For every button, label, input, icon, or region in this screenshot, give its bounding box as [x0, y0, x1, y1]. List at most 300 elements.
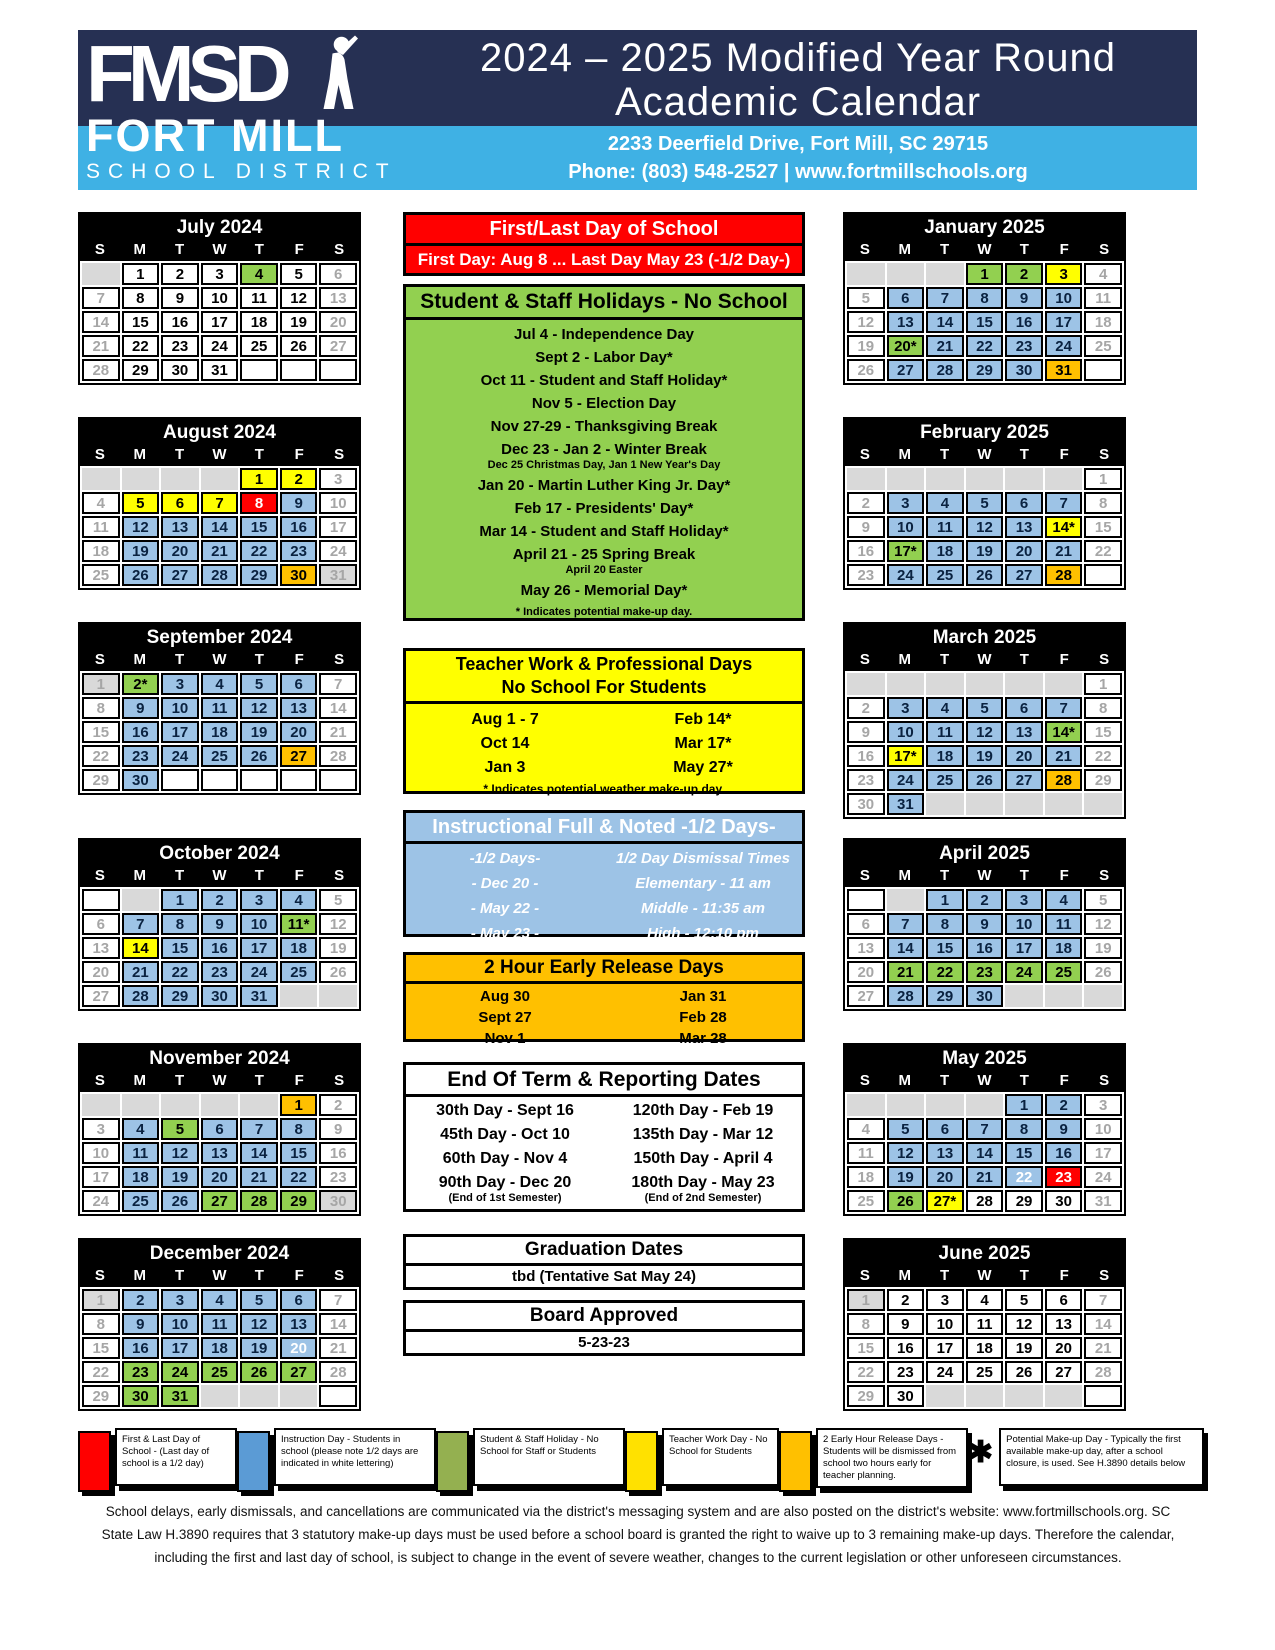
day-cell: 26 [966, 769, 1004, 791]
dismissal-time-entry: Elementary - 11 am [635, 875, 771, 892]
day-cell: 22 [161, 961, 199, 983]
day-cell: 28 [1045, 564, 1083, 586]
day-cell: 28 [240, 1190, 278, 1212]
month-title: May 2025 [942, 1048, 1027, 1069]
weekday-letter: M [898, 1267, 912, 1284]
day-cell: 13 [161, 516, 199, 538]
term-date-main: 30th Day - Sept 16 [436, 1102, 574, 1119]
weekday-letter: F [1059, 867, 1069, 884]
day-cell: 22 [122, 335, 160, 357]
day-cell: 22 [82, 1361, 120, 1383]
month-grid [845, 261, 1124, 383]
day-cell: 3 [201, 263, 239, 285]
weekday-header-row [845, 241, 1124, 261]
empty-cell [887, 673, 925, 695]
weekday-letter: F [1059, 446, 1069, 463]
day-cell: 19 [887, 1166, 925, 1188]
empty-cell [1084, 564, 1122, 586]
holiday-item-note: April 20 Easter [565, 564, 643, 576]
day-cell: 18 [82, 540, 120, 562]
holiday-item-note: Dec 25 Christmas Day, Jan 1 New Year's Day [487, 459, 721, 471]
teacher-day: Mar 17* [674, 735, 732, 752]
day-cell: 8 [161, 913, 199, 935]
day-cell: 31 [1084, 1190, 1122, 1212]
weekday-letter: T [254, 241, 264, 258]
day-cell: 21 [1045, 540, 1083, 562]
day-cell: 20 [280, 1337, 318, 1359]
early-release-grid [406, 986, 802, 1049]
district-logo [86, 29, 406, 184]
empty-cell [201, 769, 239, 791]
empty-cell [82, 468, 120, 490]
empty-cell [1005, 468, 1043, 490]
empty-cell [161, 769, 199, 791]
holiday-item: Dec 23 - Jan 2 - Winter Break [501, 441, 707, 458]
day-cell: 29 [1005, 1190, 1043, 1212]
weekday-letter: S [1099, 867, 1110, 884]
day-cell: 10 [1084, 1118, 1122, 1140]
day-cell: 15 [82, 721, 120, 743]
day-cell: 19 [240, 1337, 278, 1359]
weekday-letter: M [898, 867, 912, 884]
month-september-2024 [78, 622, 361, 795]
makeup-asterisk-icon: ✱ [968, 1436, 994, 1469]
day-cell: 19 [122, 540, 160, 562]
term-date-entry [604, 1171, 802, 1204]
legend-label: Student & Staff Holiday - No School for Staff or Students [473, 1428, 625, 1486]
day-cell: 13 [887, 311, 925, 333]
weekday-letter: W [212, 241, 227, 258]
legend-item [779, 1428, 968, 1492]
day-cell: 8 [966, 287, 1004, 309]
day-cell: 25 [926, 564, 964, 586]
day-cell: 21 [240, 1166, 278, 1188]
day-cell: 12 [1005, 1313, 1043, 1335]
day-cell: 12 [319, 913, 357, 935]
day-cell: 31 [201, 359, 239, 381]
day-cell: 23 [319, 1166, 357, 1188]
day-cell: 2 [847, 492, 885, 514]
early-release-date: Nov 1 [484, 1030, 526, 1047]
day-cell: 11 [201, 697, 239, 719]
day-cell: 23 [122, 1361, 160, 1383]
day-cell: 11 [847, 1142, 885, 1164]
month-grid [845, 887, 1124, 1009]
day-cell: 21 [887, 961, 925, 983]
weekday-letter: F [1059, 1267, 1069, 1284]
month-june-2025 [843, 1238, 1126, 1411]
teacher-work-header-line1: Teacher Work & Professional Days [455, 654, 753, 674]
teacher-day: Feb 14* [674, 711, 732, 728]
day-cell: 2 [1005, 263, 1043, 285]
day-cell: 13 [1045, 1313, 1083, 1335]
month-title: August 2024 [163, 422, 276, 443]
day-cell: 22 [1084, 540, 1122, 562]
weekday-letter: F [294, 446, 304, 463]
early-release-box [403, 952, 805, 1047]
month-title: December 2024 [149, 1243, 290, 1264]
weekday-letter: W [977, 1072, 992, 1089]
day-cell: 27 [887, 359, 925, 381]
weekday-letter: S [94, 867, 105, 884]
day-cell: 19 [161, 1166, 199, 1188]
day-cell: 27 [201, 1190, 239, 1212]
page-title-line2: Academic Calendar [614, 80, 982, 124]
day-cell: 15 [280, 1142, 318, 1164]
day-cell: 10 [1005, 913, 1043, 935]
month-august-2024 [78, 417, 361, 590]
day-cell: 2 [1045, 1094, 1083, 1116]
day-cell: 7 [1045, 697, 1083, 719]
day-cell: 19 [966, 745, 1004, 767]
empty-cell [966, 468, 1004, 490]
day-cell: 3 [1005, 889, 1043, 911]
day-cell: 3 [161, 673, 199, 695]
graduation-body: tbd (Tentative Sat May 24) [512, 1268, 696, 1285]
day-cell: 12 [1084, 913, 1122, 935]
day-cell: 21 [319, 721, 357, 743]
day-cell: 14 [122, 937, 160, 959]
early-release-date: Mar 28 [679, 1030, 727, 1047]
day-cell: 28 [319, 745, 357, 767]
month-grid [845, 1092, 1124, 1214]
day-cell: 11 [82, 516, 120, 538]
day-cell: 19 [847, 335, 885, 357]
day-cell: 28 [201, 564, 239, 586]
day-cell: 16 [161, 311, 199, 333]
month-may-2025 [843, 1043, 1126, 1216]
day-cell: 18 [201, 1337, 239, 1359]
day-cell: 3 [1045, 263, 1083, 285]
day-cell: 23 [280, 540, 318, 562]
day-cell: 26 [1005, 1361, 1043, 1383]
term-date-entry [406, 1123, 604, 1147]
logo-name: FORT MILL [86, 110, 344, 161]
month-title: April 2025 [939, 843, 1030, 864]
term-dates-box [403, 1062, 805, 1212]
weekday-header-row [845, 1072, 1124, 1092]
empty-cell [847, 468, 885, 490]
legend-row [78, 1428, 1197, 1492]
weekday-letter: M [133, 241, 147, 258]
weekday-letter: S [859, 1267, 870, 1284]
weekday-letter: T [940, 867, 950, 884]
weekday-letter: T [175, 1267, 185, 1284]
weekday-letter: S [859, 651, 870, 668]
empty-cell [926, 1094, 964, 1116]
day-cell: 4 [1084, 263, 1122, 285]
holidays-header: Student & Staff Holidays - No School [406, 287, 802, 320]
empty-cell [887, 889, 925, 911]
month-january-2025 [843, 212, 1126, 385]
day-cell: 1 [82, 673, 120, 695]
district-contact [408, 130, 1188, 186]
day-cell: 29 [240, 564, 278, 586]
day-cell: 4 [240, 263, 278, 285]
day-cell: 30 [966, 985, 1004, 1007]
empty-cell [1084, 985, 1122, 1007]
day-cell: 11* [280, 913, 318, 935]
day-cell: 21 [1084, 1337, 1122, 1359]
day-cell: 25 [847, 1190, 885, 1212]
day-cell: 27 [280, 1361, 318, 1383]
month-grid [80, 1092, 359, 1214]
day-cell: 20 [82, 961, 120, 983]
month-grid [80, 261, 359, 383]
day-cell: 7 [240, 1118, 278, 1140]
day-cell: 11 [966, 1313, 1004, 1335]
day-cell: 24 [161, 1361, 199, 1383]
month-december-2024 [78, 1238, 361, 1411]
month-title: January 2025 [924, 217, 1045, 238]
day-cell: 16 [201, 937, 239, 959]
board-approved-box [403, 1300, 805, 1356]
dismissal-time-entry: 1/2 Day Dismissal Times [616, 850, 790, 867]
empty-cell [887, 1094, 925, 1116]
term-date-entry [604, 1099, 802, 1123]
day-cell: 11 [926, 516, 964, 538]
month-march-2025 [843, 622, 1126, 819]
empty-cell [1005, 985, 1043, 1007]
empty-cell [926, 673, 964, 695]
day-cell: 12 [240, 697, 278, 719]
weekday-header-row [80, 651, 359, 671]
month-grid [845, 671, 1124, 817]
day-cell: 14 [240, 1142, 278, 1164]
month-grid [845, 466, 1124, 588]
empty-cell [1045, 985, 1083, 1007]
empty-cell [1005, 673, 1043, 695]
day-cell: 17 [319, 516, 357, 538]
day-cell: 27 [319, 335, 357, 357]
day-cell: 31 [1045, 359, 1083, 381]
month-grid [80, 1287, 359, 1409]
day-cell: 8 [82, 697, 120, 719]
empty-cell [966, 1385, 1004, 1407]
day-cell: 22 [82, 745, 120, 767]
day-cell: 9 [280, 492, 318, 514]
empty-cell [1045, 673, 1083, 695]
first-last-day-header: First/Last Day of School [406, 215, 802, 246]
day-cell: 5 [1084, 889, 1122, 911]
day-cell: 30 [161, 359, 199, 381]
empty-cell [201, 1385, 239, 1407]
term-date-main: 45th Day - Oct 10 [440, 1126, 570, 1143]
weekday-letter: W [212, 446, 227, 463]
weekday-letter: S [94, 446, 105, 463]
day-cell: 23 [847, 769, 885, 791]
weekday-letter: T [175, 446, 185, 463]
day-cell: 13 [201, 1142, 239, 1164]
empty-cell [966, 673, 1004, 695]
day-cell: 24 [1005, 961, 1043, 983]
weekday-letter: M [133, 867, 147, 884]
day-cell: 12 [161, 1142, 199, 1164]
weekday-letter: S [334, 1072, 345, 1089]
weekday-letter: T [940, 1267, 950, 1284]
day-cell: 16 [887, 1337, 925, 1359]
day-cell: 29 [1084, 769, 1122, 791]
day-cell: 7 [122, 913, 160, 935]
day-cell: 18 [966, 1337, 1004, 1359]
legend-item [78, 1428, 237, 1492]
day-cell: 10 [161, 697, 199, 719]
day-cell: 4 [201, 1289, 239, 1311]
day-cell: 8 [1084, 697, 1122, 719]
day-cell: 26 [966, 564, 1004, 586]
term-dates-grid [406, 1099, 802, 1204]
day-cell: 19 [319, 937, 357, 959]
day-cell: 10 [926, 1313, 964, 1335]
day-cell: 5 [1005, 1289, 1043, 1311]
day-cell: 9 [1045, 1118, 1083, 1140]
holiday-item: Jul 4 - Independence Day [513, 326, 695, 343]
term-date-main: 120th Day - Feb 19 [632, 1102, 774, 1119]
day-cell: 6 [161, 492, 199, 514]
weekday-letter: F [294, 867, 304, 884]
day-cell: 8 [847, 1313, 885, 1335]
empty-cell [1045, 1385, 1083, 1407]
day-cell: 6 [280, 1289, 318, 1311]
holiday-item: April 21 - 25 Spring Break [512, 546, 696, 563]
day-cell: 18 [201, 721, 239, 743]
day-cell: 13 [82, 937, 120, 959]
day-cell: 11 [926, 721, 964, 743]
day-cell: 3 [319, 468, 357, 490]
half-day-grid [406, 846, 802, 946]
day-cell: 15 [926, 937, 964, 959]
day-cell: 11 [1045, 913, 1083, 935]
month-title: February 2025 [920, 422, 1049, 443]
day-cell: 16 [1005, 311, 1043, 333]
day-cell: 12 [847, 311, 885, 333]
teacher-work-box [403, 648, 805, 794]
day-cell: 14 [201, 516, 239, 538]
weekday-letter: W [977, 867, 992, 884]
day-cell: 7 [926, 287, 964, 309]
day-cell: 22 [926, 961, 964, 983]
day-cell: 18 [240, 311, 278, 333]
weekday-letter: T [1019, 1072, 1029, 1089]
weekday-letter: T [940, 446, 950, 463]
day-cell: 14* [1045, 516, 1083, 538]
holiday-item: Mar 14 - Student and Staff Holiday* [479, 523, 729, 540]
day-cell: 31 [240, 985, 278, 1007]
day-cell: 28 [1084, 1361, 1122, 1383]
legend-color-swatch [436, 1431, 469, 1492]
day-cell: 3 [926, 1289, 964, 1311]
day-cell: 3 [1084, 1094, 1122, 1116]
day-cell: 22 [1084, 745, 1122, 767]
day-cell: 4 [847, 1118, 885, 1140]
weekday-letter: T [254, 1267, 264, 1284]
day-cell: 12 [280, 287, 318, 309]
day-cell: 29 [82, 769, 120, 791]
day-cell: 16 [122, 721, 160, 743]
day-cell: 7 [82, 287, 120, 309]
weekday-letter: W [977, 1267, 992, 1284]
day-cell: 6 [926, 1118, 964, 1140]
holiday-item: Feb 17 - Presidents' Day* [514, 500, 694, 517]
legend-item [436, 1428, 625, 1492]
holidays-list [406, 326, 802, 599]
empty-cell [280, 1385, 318, 1407]
graduation-box [403, 1234, 805, 1290]
month-october-2024 [78, 838, 361, 1011]
day-cell: 3 [161, 1289, 199, 1311]
day-cell: 9 [122, 697, 160, 719]
day-cell: 7 [319, 673, 357, 695]
empty-cell [1005, 1385, 1043, 1407]
day-cell: 4 [926, 697, 964, 719]
empty-cell [1084, 1385, 1122, 1407]
day-cell: 16 [319, 1142, 357, 1164]
day-cell: 13 [1005, 516, 1043, 538]
early-release-header: 2 Hour Early Release Days [406, 955, 802, 984]
day-cell: 15 [122, 311, 160, 333]
empty-cell [240, 769, 278, 791]
empty-cell [82, 889, 120, 911]
day-cell: 18 [926, 540, 964, 562]
day-cell: 7 [887, 913, 925, 935]
day-cell: 4 [926, 492, 964, 514]
graduation-header: Graduation Dates [406, 1237, 802, 1266]
day-cell: 24 [926, 1361, 964, 1383]
month-grid [80, 671, 359, 793]
first-last-day-box [403, 212, 805, 276]
day-cell: 1 [1084, 673, 1122, 695]
day-cell: 22 [1005, 1166, 1043, 1188]
day-cell: 28 [122, 985, 160, 1007]
holiday-item: Sept 2 - Labor Day* [535, 349, 673, 366]
legend-color-swatch [779, 1431, 812, 1492]
day-cell: 1 [847, 1289, 885, 1311]
day-cell: 10 [319, 492, 357, 514]
day-cell: 17 [161, 1337, 199, 1359]
day-cell: 19 [1005, 1337, 1043, 1359]
weekday-letter: F [1059, 1072, 1069, 1089]
early-release-date: Sept 27 [478, 1009, 532, 1026]
term-date-note: (End of 1st Semester) [448, 1192, 562, 1204]
day-cell: 24 [201, 335, 239, 357]
day-cell: 3 [82, 1118, 120, 1140]
weekday-letter: S [1099, 651, 1110, 668]
day-cell: 5 [240, 673, 278, 695]
day-cell: 10 [161, 1313, 199, 1335]
empty-cell [887, 263, 925, 285]
empty-cell [847, 263, 885, 285]
holiday-item: Nov 5 - Election Day [531, 395, 677, 412]
day-cell: 20 [201, 1166, 239, 1188]
day-cell: 4 [966, 1289, 1004, 1311]
day-cell: 15 [1005, 1142, 1043, 1164]
early-release-date: Aug 30 [479, 988, 530, 1005]
day-cell: 13 [280, 1313, 318, 1335]
empty-cell [1045, 468, 1083, 490]
weekday-letter: M [133, 1267, 147, 1284]
day-cell: 10 [887, 721, 925, 743]
legend-item [625, 1428, 779, 1492]
weekday-letter: T [1019, 241, 1029, 258]
day-cell: 16 [847, 540, 885, 562]
day-cell: 2 [201, 889, 239, 911]
day-cell: 5 [319, 889, 357, 911]
empty-cell [122, 1094, 160, 1116]
page-title-line1: 2024 – 2025 Modified Year Round [480, 36, 1116, 80]
day-cell: 17 [1005, 937, 1043, 959]
weekday-letter: T [940, 1072, 950, 1089]
day-cell: 9 [847, 721, 885, 743]
